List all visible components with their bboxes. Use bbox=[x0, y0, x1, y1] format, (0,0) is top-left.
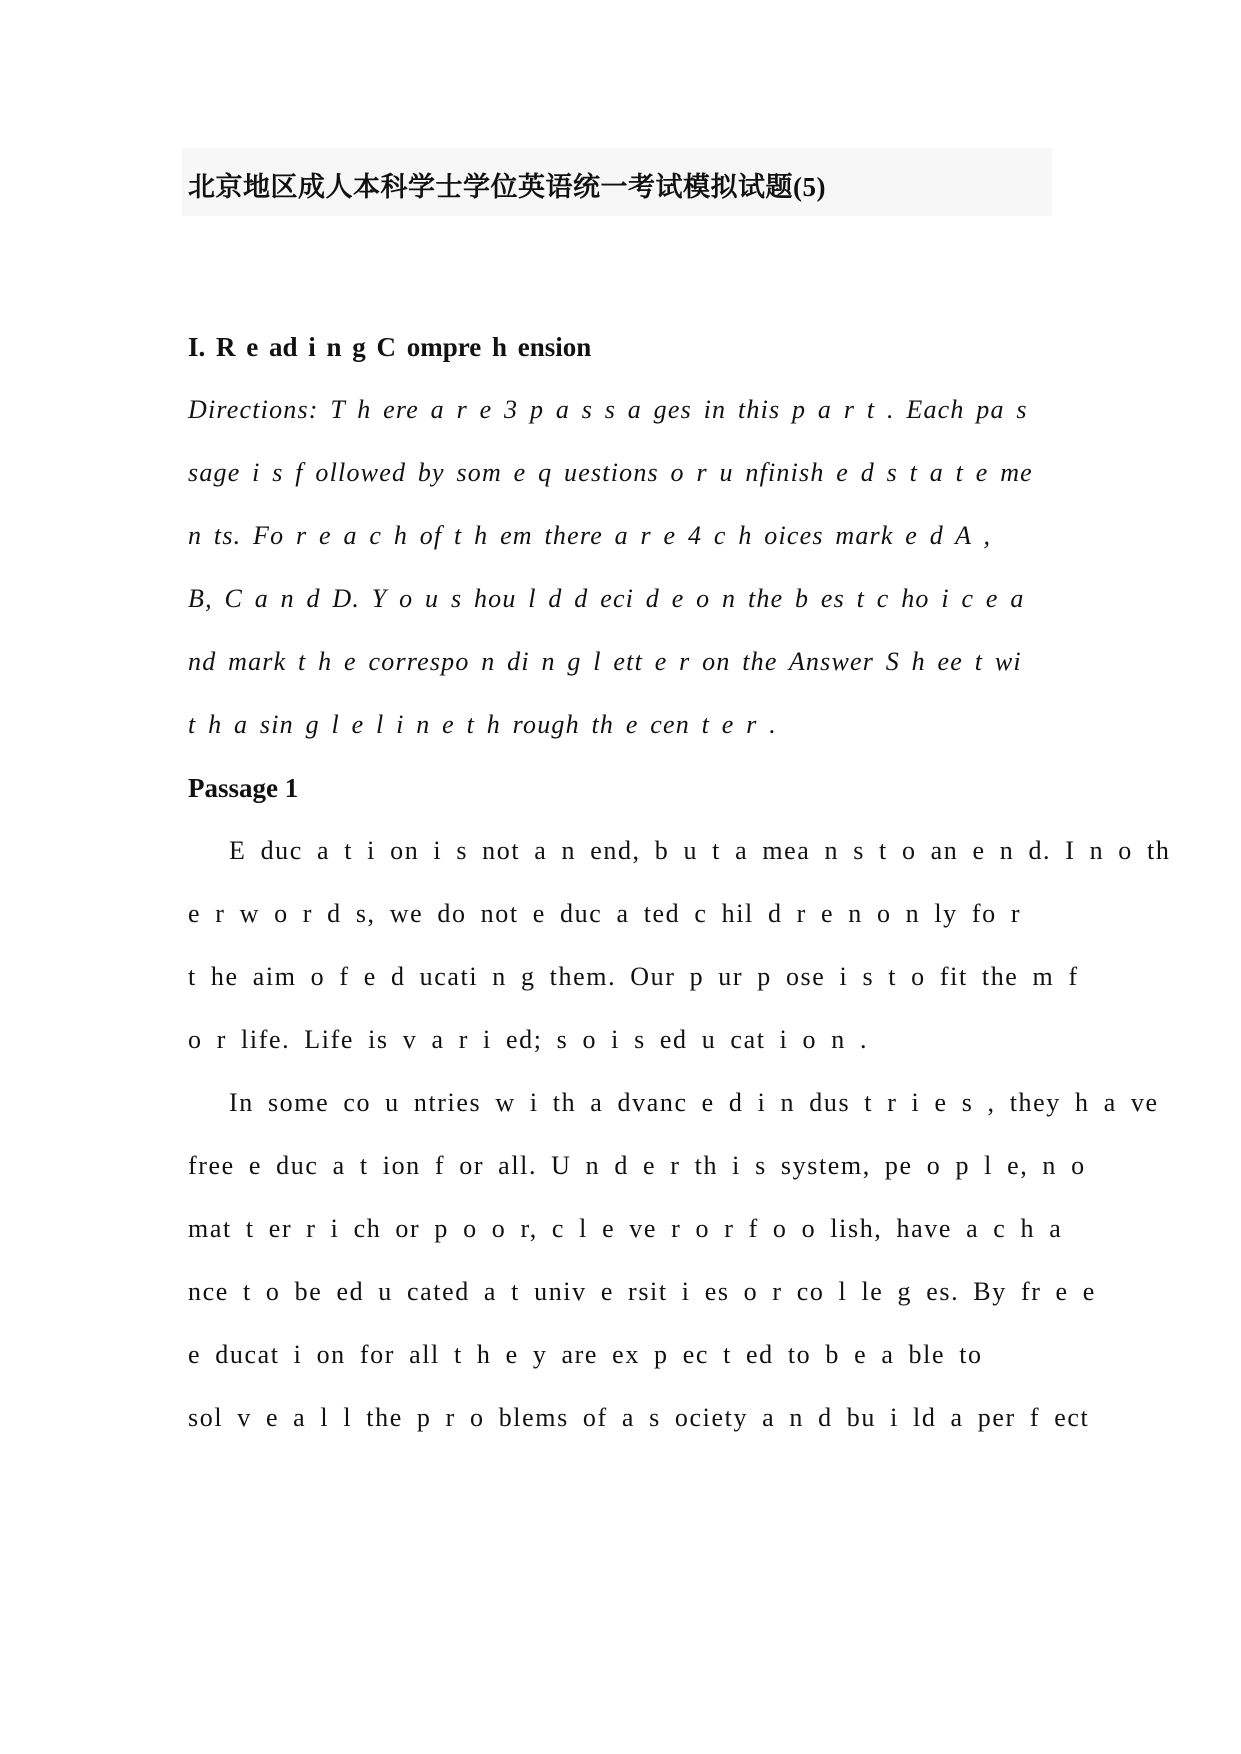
paragraph-line: e ducat i on for all t h e y are ex p ec t ed to b e a ble to bbox=[188, 1340, 983, 1369]
directions-line: B, C a n d D. Y o u s hou l d d eci d e o n the b es t c ho i c e a bbox=[188, 584, 1025, 613]
directions-line: Directions: T h ere a r e 3 p a s s a ges in this p a r t . Each pa s bbox=[188, 395, 1028, 424]
paragraph-line: t he aim o f e d ucati n g them. Our p ur p ose i s t o fit the m f bbox=[188, 962, 1079, 991]
paragraph-line: sol v e a l l the p r o blems of a s ociety a n d bu i ld a per f ect bbox=[188, 1403, 1090, 1432]
directions-line: nd mark t h e correspo n di n g l ett e r on the Answer S h ee t wi bbox=[188, 647, 1022, 676]
directions-line: t h a sin g l e l i n e t h rough th e cen t e r . bbox=[188, 710, 777, 739]
directions-line: sage i s f ollowed by som e q uestions o r u nfinish e d s t a t e me bbox=[188, 458, 1033, 487]
paragraph-line: nce t o be ed u cated a t univ e rsit i es o r co l le g es. By fr e e bbox=[188, 1277, 1096, 1306]
paragraph-line: e r w o r d s, we do not e duc a ted c hil d r e n o n ly fo r bbox=[188, 899, 1022, 928]
paragraph-line: o r life. Life is v a r i ed; s o i s ed u cat i o n . bbox=[188, 1025, 869, 1054]
directions-line: n ts. Fo r e a c h of t h em there a r e 4 c h oices mark e d A , bbox=[188, 521, 992, 550]
paragraph-line: In some co u ntries w i th a dvanc e d i n dus t r i e s , they h a ve bbox=[229, 1088, 1159, 1117]
paragraph-line: free e duc a t ion f or all. U n d e r th i s system, pe o p l e, n o bbox=[188, 1151, 1086, 1180]
paragraph-line: E duc a t i on i s not a n end, b u t a mea n s t o an e n d. I n o th bbox=[229, 836, 1171, 865]
section-heading: I. R e ad i n g C ompre h ension bbox=[188, 332, 592, 362]
document-title: 北京地区成人本科学士学位英语统一考试模拟试题(5) bbox=[188, 172, 826, 202]
paragraph-line: mat t er r i ch or p o o r, c l e ve r o r f o o lish, have a c h a bbox=[188, 1214, 1063, 1243]
passage-heading: Passage 1 bbox=[188, 773, 299, 803]
